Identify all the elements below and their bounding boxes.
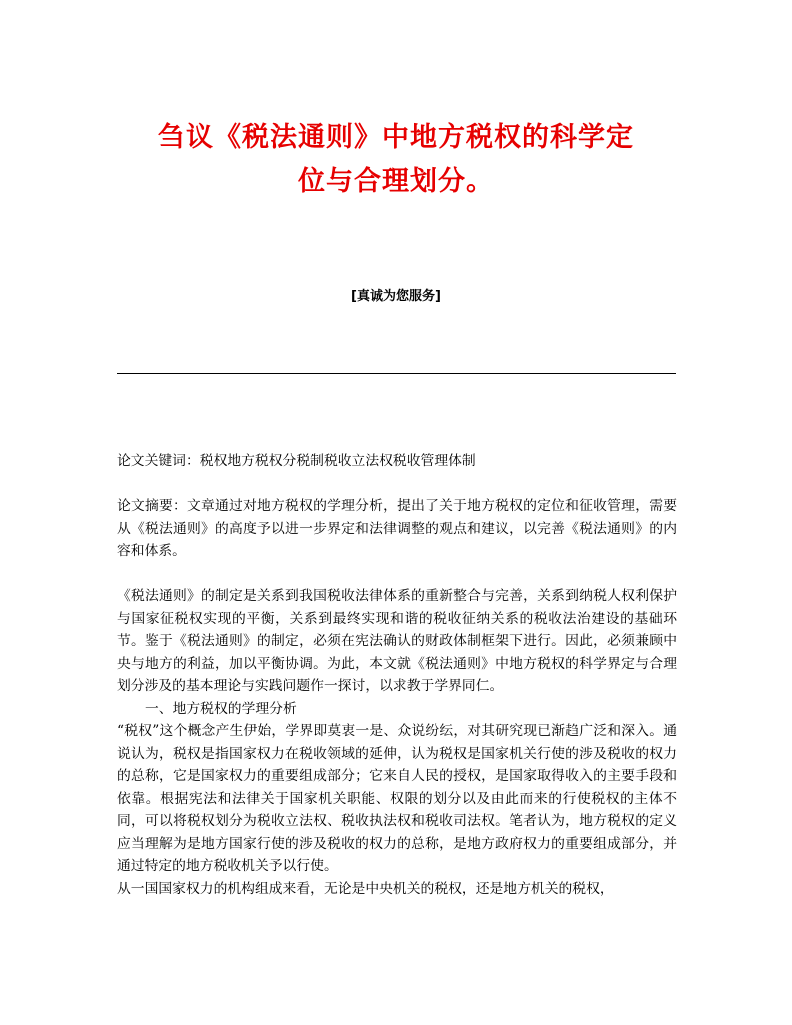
horizontal-divider xyxy=(117,373,676,374)
document-title xyxy=(100,116,692,204)
body-paragraph-2: 从一国国家权力的机构组成来看，无论是中央机关的税权，还是地方机关的税权， xyxy=(117,880,614,897)
section-heading: 一、地方税权的学理分析 xyxy=(145,700,297,717)
body-paragraph-1: “税权”这个概念产生伊始，学界即莫衷一是、众说纷纭，对其研究现已渐趋广泛和深入。通说认为，税权是指国家权力在税收领域的延伸，认为税权是国家机关行使的涉及税收的权力的总称，它是国家权力的重要组成部分；它来自人民的授权，是国家取得收入的主要手段和依靠。根据宪法和法律关于国家机关职能、权限的划分以及由此而来的行使税权的主体不同，可以将税权划分为税收立法权、税收执法权和税收司法权。笔者认为，地方税权的定义应当理解为是地方国家行使的涉及税收的权力的总称，是地方政府权力的重要组成部分，并通过特定的地方税收机关予以行使。 xyxy=(117,723,677,874)
title-line-2: 位与合理划分。 xyxy=(298,166,494,197)
title-line-1: 刍议《税法通则》中地方税权的科学定 xyxy=(158,122,634,153)
document-subtitle: [真诚为您服务] xyxy=(351,289,441,304)
keywords-paragraph: 论文关键词：税权地方税权分税制税收立法权税收管理体制 xyxy=(117,453,476,469)
document-body xyxy=(117,450,677,900)
intro-paragraph: 《税法通则》的制定是关系到我国税收法律体系的重新整合与完善，关系到纳税人权利保护与国家征税权实现的平衡，关系到最终实现和谐的税收征纳关系的税收法治建设的基础环节。鉴于《税法通则》的制定，必须在宪法确认的财政体制框架下进行。因此，必须兼顾中央与地方的利益，加以平衡协调。为此，本文就《税法通则》中地方税权的科学界定与合理划分涉及的基本理论与实践问题作一探讨，以求教于学界同仁。 xyxy=(117,588,677,694)
abstract-paragraph: 论文摘要：文章通过对地方税权的学理分析，提出了关于地方税权的定位和征收管理，需要从《税法通则》的高度予以进一步界定和法律调整的观点和建议，以完善《税法通则》的内容和体系。 xyxy=(117,498,677,559)
